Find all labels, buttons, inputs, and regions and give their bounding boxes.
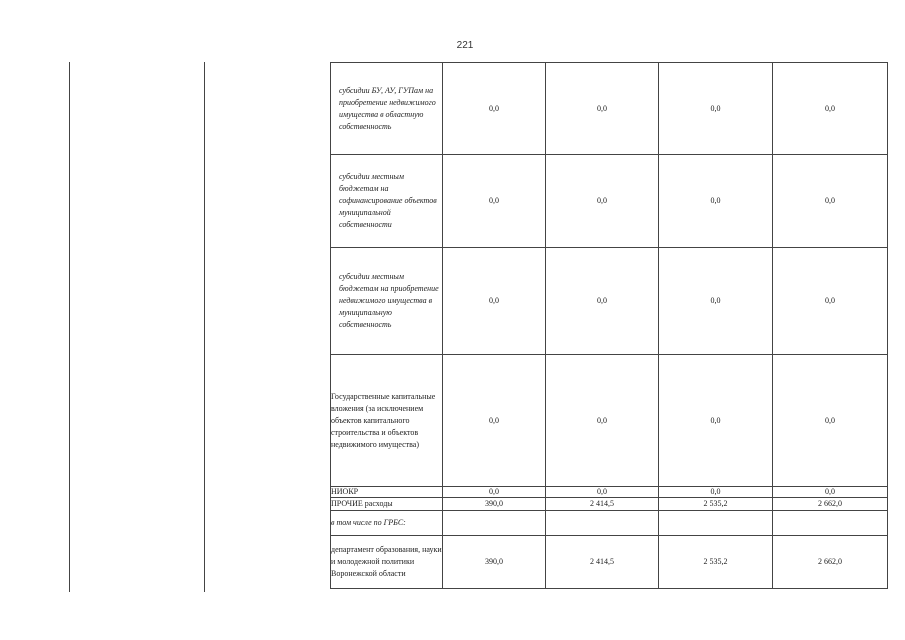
table-row — [331, 155, 888, 248]
value-cell: 0,0 — [443, 355, 546, 487]
value-cell: 0,0 — [546, 355, 659, 487]
budget-table — [330, 62, 888, 589]
value-cell: 2 535,2 — [659, 536, 773, 589]
row-label: в том числе по ГРБС: — [331, 511, 443, 536]
value-cell: 2 662,0 — [773, 498, 888, 511]
value-cell: 0,0 — [443, 155, 546, 248]
value-cell: 0,0 — [443, 487, 546, 498]
value-cell: 2 414,5 — [546, 498, 659, 511]
value-cell: 2 662,0 — [773, 536, 888, 589]
value-cell: 0,0 — [773, 63, 888, 155]
value-cell: 2 535,2 — [659, 498, 773, 511]
value-cell: 0,0 — [443, 63, 546, 155]
value-cell — [659, 511, 773, 536]
table-row — [331, 63, 888, 155]
row-label: Государственные капитальные вложения (за исключением объектов капитального строительства и объектов недвижимого имущества) — [331, 355, 443, 487]
table-row — [331, 511, 888, 536]
value-cell: 0,0 — [773, 155, 888, 248]
value-cell: 0,0 — [546, 155, 659, 248]
value-cell: 0,0 — [773, 248, 888, 355]
value-cell — [443, 511, 546, 536]
value-cell: 0,0 — [773, 487, 888, 498]
value-cell: 0,0 — [773, 355, 888, 487]
row-label: НИОКР — [331, 487, 443, 498]
row-label: субсидии местным бюджетам на софинансирование объектов муниципальной собственности — [331, 155, 443, 248]
value-cell: 0,0 — [546, 248, 659, 355]
table-row — [331, 536, 888, 589]
row-label: департамент образования, науки и молодежной политики Воронежской области — [331, 536, 443, 589]
value-cell: 0,0 — [659, 63, 773, 155]
value-cell: 390,0 — [443, 498, 546, 511]
row-label: субсидии местным бюджетам на приобретение недвижимого имущества в муниципальную собственность — [331, 248, 443, 355]
table-row — [331, 355, 888, 487]
left-column-rule-2 — [204, 62, 205, 592]
row-label: ПРОЧИЕ расходы — [331, 498, 443, 511]
value-cell: 0,0 — [659, 248, 773, 355]
value-cell: 0,0 — [659, 487, 773, 498]
value-cell: 0,0 — [443, 248, 546, 355]
value-cell — [546, 511, 659, 536]
value-cell: 0,0 — [546, 63, 659, 155]
value-cell: 2 414,5 — [546, 536, 659, 589]
value-cell — [773, 511, 888, 536]
row-label: субсидии БУ, АУ, ГУПам на приобретение недвижимого имущества в областную собственность — [331, 63, 443, 155]
value-cell: 390,0 — [443, 536, 546, 589]
value-cell: 0,0 — [659, 155, 773, 248]
value-cell: 0,0 — [659, 355, 773, 487]
table-row — [331, 487, 888, 498]
value-cell: 0,0 — [546, 487, 659, 498]
table-row — [331, 248, 888, 355]
page-number: 221 — [456, 40, 474, 51]
left-column-rule-1 — [69, 62, 70, 592]
table-row — [331, 498, 888, 511]
